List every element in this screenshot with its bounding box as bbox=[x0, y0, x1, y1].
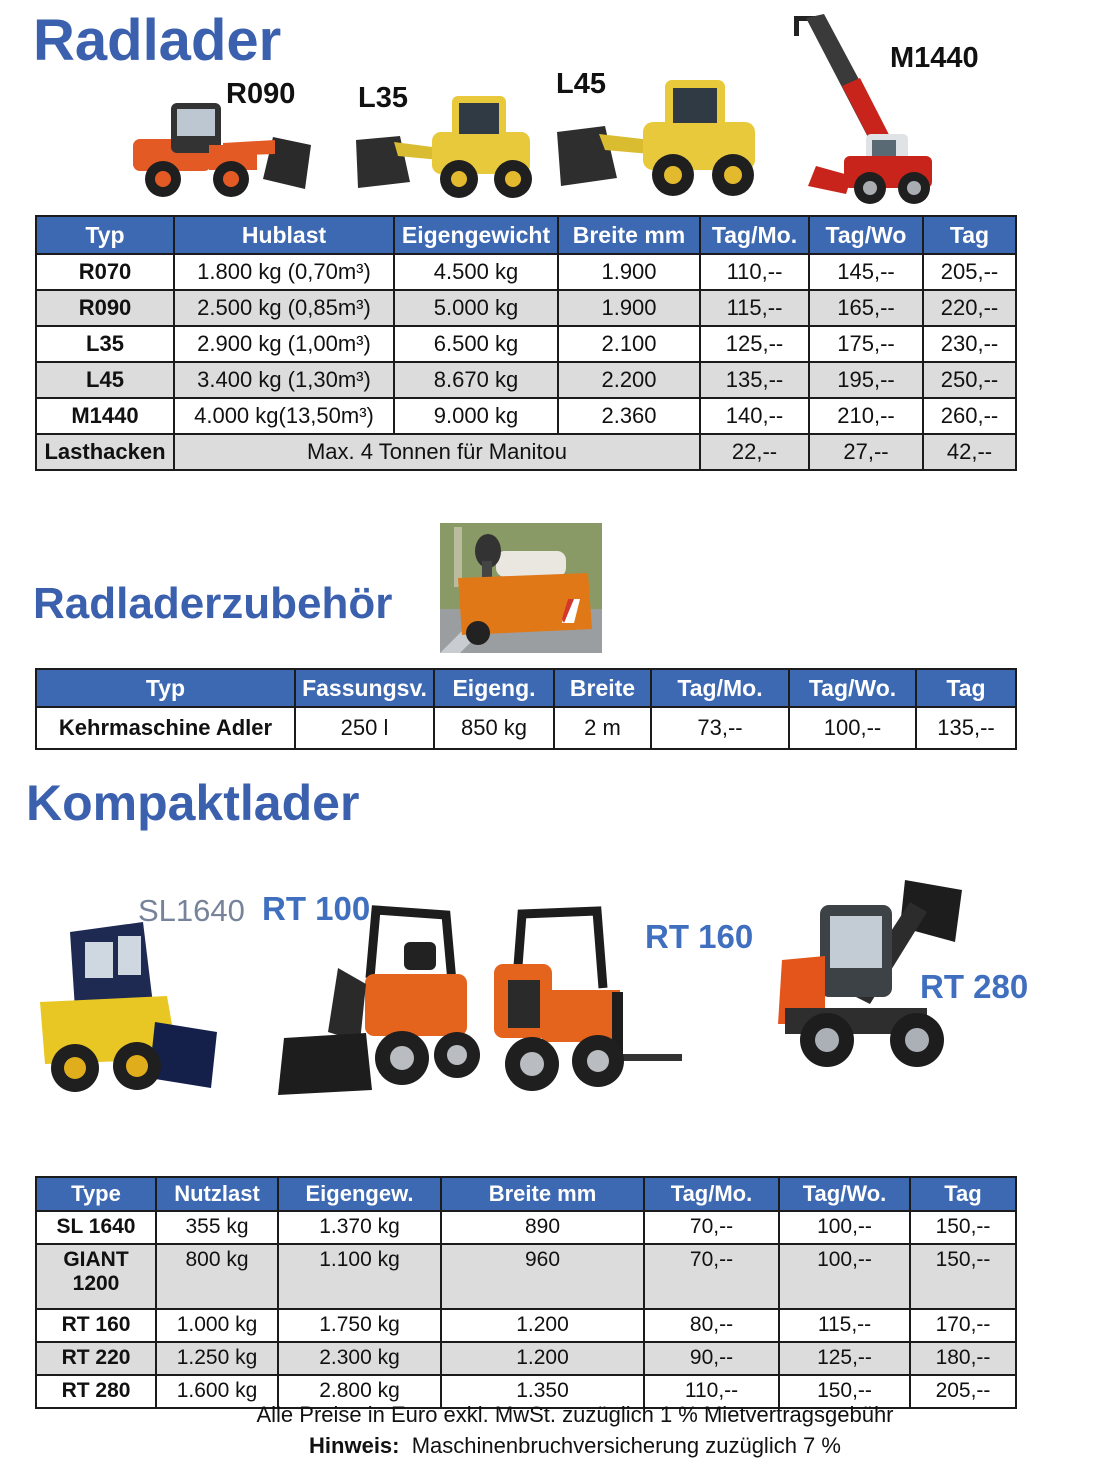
hinweis-label: Hinweis: bbox=[309, 1432, 400, 1458]
cell-tag: 150,-- bbox=[910, 1211, 1016, 1244]
cell-tag-wo: 145,-- bbox=[809, 254, 923, 290]
cell-tag-mo: 70,-- bbox=[644, 1211, 779, 1244]
column-header: Nutzlast bbox=[156, 1177, 278, 1211]
cell-tag-wo: 210,-- bbox=[809, 398, 923, 434]
column-header: Tag/Mo. bbox=[644, 1177, 779, 1211]
column-header: Breite bbox=[554, 669, 651, 707]
cell-type: GIANT 1200 bbox=[36, 1244, 156, 1309]
cell-tag-wo: 100,-- bbox=[779, 1211, 910, 1244]
machine-label-l45: L45 bbox=[556, 68, 606, 100]
cell-tag-mo: 110,-- bbox=[644, 1375, 779, 1408]
machine-label-rt160: RT 160 bbox=[645, 918, 754, 955]
rt160-compact-loader-photo bbox=[470, 896, 685, 1108]
cell-tag-mo: 135,-- bbox=[700, 362, 809, 398]
cell-typ: R070 bbox=[36, 254, 174, 290]
table-row bbox=[36, 290, 1016, 326]
l45-wheel-loader-photo bbox=[553, 68, 763, 200]
cell-typ: Kehrmaschine Adler bbox=[36, 707, 295, 749]
column-header: Eigeng. bbox=[434, 669, 554, 707]
cell-breite: 1.200 bbox=[441, 1342, 644, 1375]
cell-tag-mo: 70,-- bbox=[644, 1244, 779, 1309]
cell-lasthacken-note: Max. 4 Tonnen für Manitou bbox=[174, 434, 700, 470]
cell-eigengew: 1.100 kg bbox=[278, 1244, 441, 1309]
cell-tag-mo: 115,-- bbox=[700, 290, 809, 326]
cell-breite: 2 m bbox=[554, 707, 651, 749]
cell-tag: 150,-- bbox=[910, 1244, 1016, 1309]
cell-eigengew: 2.800 kg bbox=[278, 1375, 441, 1408]
column-header: Tag/Mo. bbox=[651, 669, 789, 707]
hinweis-text: Maschinenbruchversicherung zuzüglich 7 % bbox=[411, 1432, 841, 1458]
cell-tag-mo: 73,-- bbox=[651, 707, 789, 749]
radlader-table-header-row bbox=[36, 216, 1016, 254]
cell-tag-mo: 110,-- bbox=[700, 254, 809, 290]
cell-tag-wo: 175,-- bbox=[809, 326, 923, 362]
table-row bbox=[36, 254, 1016, 290]
cell-nutzlast: 1.000 kg bbox=[156, 1309, 278, 1342]
zubehoer-table-header-row bbox=[36, 669, 1016, 707]
sl1640-skid-steer-photo bbox=[15, 882, 225, 1104]
cell-tag: 135,-- bbox=[916, 707, 1016, 749]
cell-type: SL 1640 bbox=[36, 1211, 156, 1244]
cell-tag-mo: 22,-- bbox=[700, 434, 809, 470]
cell-eigengew: 2.300 kg bbox=[278, 1342, 441, 1375]
cell-tag-mo: 140,-- bbox=[700, 398, 809, 434]
column-header: Breite mm bbox=[441, 1177, 644, 1211]
cell-eigeng: 850 kg bbox=[434, 707, 554, 749]
table-row bbox=[36, 1342, 1016, 1375]
column-header: Breite mm bbox=[558, 216, 700, 254]
table-row bbox=[36, 398, 1016, 434]
cell-eigengewicht: 8.670 kg bbox=[394, 362, 558, 398]
cell-tag-wo: 125,-- bbox=[779, 1342, 910, 1375]
cell-tag-mo: 80,-- bbox=[644, 1309, 779, 1342]
machine-label-sl1640: SL1640 bbox=[138, 893, 245, 928]
cell-tag: 230,-- bbox=[923, 326, 1016, 362]
cell-typ: L45 bbox=[36, 362, 174, 398]
cell-tag-wo: 27,-- bbox=[809, 434, 923, 470]
cell-tag-mo: 90,-- bbox=[644, 1342, 779, 1375]
column-header: Tag bbox=[923, 216, 1016, 254]
cell-typ: R090 bbox=[36, 290, 174, 326]
column-header: Type bbox=[36, 1177, 156, 1211]
cell-tag: 205,-- bbox=[910, 1375, 1016, 1408]
footer-hinweis-note bbox=[50, 1431, 1100, 1462]
table-row bbox=[36, 1244, 1016, 1309]
cell-breite: 1.900 bbox=[558, 254, 700, 290]
cell-breite: 1.900 bbox=[558, 290, 700, 326]
machine-label-m1440: M1440 bbox=[890, 42, 979, 74]
cell-tag-mo: 125,-- bbox=[700, 326, 809, 362]
kompaktlader-table bbox=[35, 1176, 1017, 1409]
column-header: Hublast bbox=[174, 216, 394, 254]
cell-breite: 2.360 bbox=[558, 398, 700, 434]
column-header: Typ bbox=[36, 216, 174, 254]
r090-wheel-loader-photo bbox=[125, 93, 315, 201]
cell-tag: 42,-- bbox=[923, 434, 1016, 470]
table-row bbox=[36, 1211, 1016, 1244]
cell-typ: M1440 bbox=[36, 398, 174, 434]
column-header: Tag/Mo. bbox=[700, 216, 809, 254]
section-title-kompakt: Kompaktlader bbox=[26, 775, 360, 831]
cell-fassungsv: 250 l bbox=[295, 707, 434, 749]
table-row-lasthacken bbox=[36, 434, 1016, 470]
cell-nutzlast: 355 kg bbox=[156, 1211, 278, 1244]
machine-label-r090: R090 bbox=[226, 78, 296, 110]
table-row bbox=[36, 362, 1016, 398]
cell-tag: 170,-- bbox=[910, 1309, 1016, 1342]
column-header: Tag/Wo. bbox=[789, 669, 916, 707]
column-header: Eigengew. bbox=[278, 1177, 441, 1211]
cell-tag-wo: 115,-- bbox=[779, 1309, 910, 1342]
cell-tag-wo: 150,-- bbox=[779, 1375, 910, 1408]
cell-type: RT 220 bbox=[36, 1342, 156, 1375]
column-header: Eigengewicht bbox=[394, 216, 558, 254]
section-title-radlader: Radlader bbox=[33, 8, 282, 73]
kompaktlader-table-header-row bbox=[36, 1177, 1016, 1211]
cell-type: RT 160 bbox=[36, 1309, 156, 1342]
cell-hublast: 1.800 kg (0,70m³) bbox=[174, 254, 394, 290]
column-header: Tag/Wo. bbox=[779, 1177, 910, 1211]
table-row bbox=[36, 326, 1016, 362]
radlader-table bbox=[35, 215, 1017, 471]
rt100-compact-loader-photo bbox=[270, 890, 490, 1108]
cell-eigengewicht: 4.500 kg bbox=[394, 254, 558, 290]
table-row bbox=[36, 1309, 1016, 1342]
cell-breite: 2.200 bbox=[558, 362, 700, 398]
l35-wheel-loader-photo bbox=[352, 88, 537, 201]
cell-breite: 1.200 bbox=[441, 1309, 644, 1342]
footer-price-note: Alle Preise in Euro exkl. MwSt. zuzüglich 1 % Mietvertragsgebühr bbox=[256, 1402, 894, 1427]
cell-tag: 260,-- bbox=[923, 398, 1016, 434]
cell-type: RT 280 bbox=[36, 1375, 156, 1408]
column-header: Typ bbox=[36, 669, 295, 707]
section-title-zubehoer: Radladerzubehör bbox=[33, 579, 393, 628]
cell-eigengewicht: 5.000 kg bbox=[394, 290, 558, 326]
zubehoer-table bbox=[35, 668, 1017, 750]
footer-notes bbox=[50, 1400, 1100, 1462]
machine-label-rt100: RT 100 bbox=[262, 890, 371, 927]
cell-hublast: 2.900 kg (1,00m³) bbox=[174, 326, 394, 362]
cell-eigengew: 1.750 kg bbox=[278, 1309, 441, 1342]
cell-typ: L35 bbox=[36, 326, 174, 362]
cell-nutzlast: 1.250 kg bbox=[156, 1342, 278, 1375]
machine-label-l35: L35 bbox=[358, 82, 408, 114]
cell-nutzlast: 1.600 kg bbox=[156, 1375, 278, 1408]
cell-eigengew: 1.370 kg bbox=[278, 1211, 441, 1244]
column-header: Tag/Wo bbox=[809, 216, 923, 254]
cell-breite: 2.100 bbox=[558, 326, 700, 362]
cell-hublast: 4.000 kg(13,50m³) bbox=[174, 398, 394, 434]
cell-tag: 205,-- bbox=[923, 254, 1016, 290]
table-row bbox=[36, 707, 1016, 749]
cell-tag: 220,-- bbox=[923, 290, 1016, 326]
cell-breite: 1.350 bbox=[441, 1375, 644, 1408]
column-header: Tag bbox=[910, 1177, 1016, 1211]
cell-tag-wo: 100,-- bbox=[789, 707, 916, 749]
cell-tag-wo: 195,-- bbox=[809, 362, 923, 398]
rt280-compact-loader-photo bbox=[730, 872, 965, 1094]
cell-nutzlast: 800 kg bbox=[156, 1244, 278, 1309]
cell-breite: 890 bbox=[441, 1211, 644, 1244]
cell-typ: Lasthacken bbox=[36, 434, 174, 470]
machine-label-rt280: RT 280 bbox=[920, 968, 1029, 1005]
kehrmaschine-sweeper-photo bbox=[440, 523, 602, 653]
cell-tag-wo: 100,-- bbox=[779, 1244, 910, 1309]
cell-tag: 250,-- bbox=[923, 362, 1016, 398]
cell-eigengewicht: 6.500 kg bbox=[394, 326, 558, 362]
cell-tag-wo: 165,-- bbox=[809, 290, 923, 326]
m1440-telehandler-photo bbox=[790, 8, 940, 205]
column-header: Tag bbox=[916, 669, 1016, 707]
column-header: Fassungsv. bbox=[295, 669, 434, 707]
cell-hublast: 2.500 kg (0,85m³) bbox=[174, 290, 394, 326]
cell-tag: 180,-- bbox=[910, 1342, 1016, 1375]
cell-hublast: 3.400 kg (1,30m³) bbox=[174, 362, 394, 398]
cell-eigengewicht: 9.000 kg bbox=[394, 398, 558, 434]
cell-breite: 960 bbox=[441, 1244, 644, 1309]
